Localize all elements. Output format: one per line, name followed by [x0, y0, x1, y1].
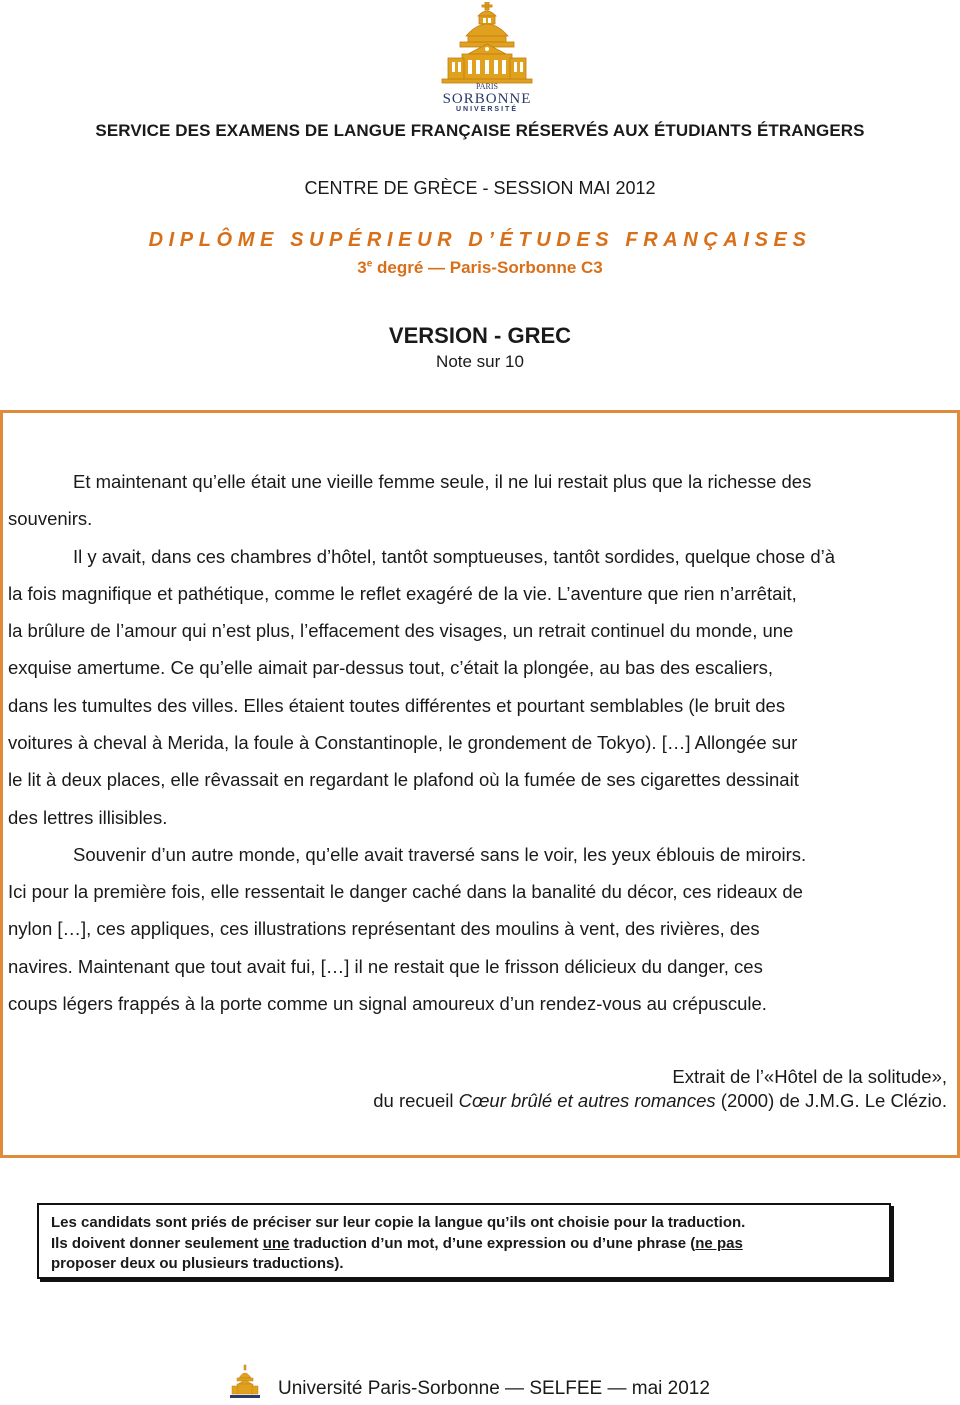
passage-line: souvenirs. [8, 508, 93, 529]
instructions-line-1: Les candidats sont priés de préciser sur leur copie la langue qu’ils ont choisie pour la traduction. [51, 1214, 746, 1231]
source-line-2 [373, 1090, 947, 1112]
version-title: VERSION - GREC [388, 323, 572, 348]
text-frame [0, 410, 960, 1158]
passage-line: Et maintenant qu’elle était une vieille femme seule, il ne lui restait plus que la richesse des [73, 471, 812, 492]
passage-line: coups légers frappés à la porte comme un signal amoureux d’un rendez-vous au crépuscule. [8, 993, 767, 1014]
passage-line: nylon […], ces appliques, ces illustrations représentant des moulins à vent, des rivières, des [8, 918, 760, 939]
passage-line: dans les tumultes des villes. Elles étaient toutes différentes et pourtant semblables (le bruit des [8, 695, 786, 716]
degre-superscript: e [366, 258, 373, 270]
passage-line: le lit à deux places, elle rêvassait en regardant le plafond où la fumée de ses cigarettes dessinait [8, 769, 799, 790]
diplome-title: DIPLÔME SUPÉRIEUR D’ÉTUDES FRANÇAISES [148, 229, 812, 251]
passage-line: la brûlure de l’amour qui n’est plus, l’effacement des visages, un retrait continuel du monde, une [8, 620, 794, 641]
instructions-line-2 [51, 1235, 743, 1252]
passage-line: voitures à cheval à Merida, la foule à Constantinople, le grondement de Tokyo). […] Allongée sur [8, 732, 798, 753]
instructions-text: traduction d’un mot, d’une expression ou d’une phrase ( [289, 1235, 696, 1252]
source-prefix: du recueil [373, 1090, 459, 1111]
sorbonne-small-icon [228, 1364, 262, 1400]
passage-line: des lettres illisibles. [8, 807, 168, 828]
footer-text: Université Paris-Sorbonne — SELFEE — mai 2012 [278, 1378, 710, 1399]
sorbonne-logo [416, 2, 558, 114]
logo-text-sorbonne: SORBONNE [442, 91, 532, 107]
service-title: SERVICE DES EXAMENS DE LANGUE FRANÇAISE RÉSERVÉS AUX ÉTUDIANTS ÉTRANGERS [95, 121, 865, 140]
footer-logo [228, 1364, 262, 1400]
passage-line: Ici pour la première fois, elle ressentait le danger caché dans la banalité du décor, ces rideaux de [8, 881, 803, 902]
degre-text: degré — Paris-Sorbonne C3 [372, 258, 603, 277]
passage-line: Souvenir d’un autre monde, qu’elle avait traversé sans le voir, les yeux éblouis de miroirs. [73, 844, 807, 865]
source-book-title: Cœur brûlé et autres romances [458, 1090, 716, 1111]
passage-line: Il y avait, dans ces chambres d’hôtel, tantôt somptueuses, tantôt sordides, quelque chose d’à [73, 546, 836, 567]
source-suffix: (2000) de J.M.G. Le Clézio. [715, 1090, 947, 1111]
passage-line: la fois magnifique et pathétique, comme le reflet exagéré de la vie. L’aventure que rien n’arrêtait, [8, 583, 797, 604]
sorbonne-building-icon [416, 2, 558, 84]
passage-line: navires. Maintenant que tout avait fui, […] il ne restait que le frisson délicieux du danger, ces [8, 956, 763, 977]
logo-text-universite: UNIVERSITÉ [455, 106, 518, 113]
degre-number: 3 [357, 258, 367, 277]
note-text: Note sur 10 [436, 352, 524, 371]
instructions-underlined: une [262, 1235, 290, 1252]
source-line-1: Extrait de l’«Hôtel de la solitude», [672, 1066, 947, 1087]
degre-subtitle [0, 258, 960, 278]
centre-session: CENTRE DE GRÈCE - SESSION MAI 2012 [304, 178, 656, 198]
instructions-text: Ils doivent donner seulement [51, 1235, 263, 1252]
instructions-box [37, 1203, 891, 1279]
passage-line: exquise amertume. Ce qu’elle aimait par-dessus tout, c’était la plongée, au bas des escaliers, [8, 657, 774, 678]
instructions-line-3: proposer deux ou plusieurs traductions). [51, 1255, 344, 1272]
logo-text-paris: PARIS [476, 82, 498, 91]
instructions-underlined: ne pas [695, 1235, 743, 1252]
